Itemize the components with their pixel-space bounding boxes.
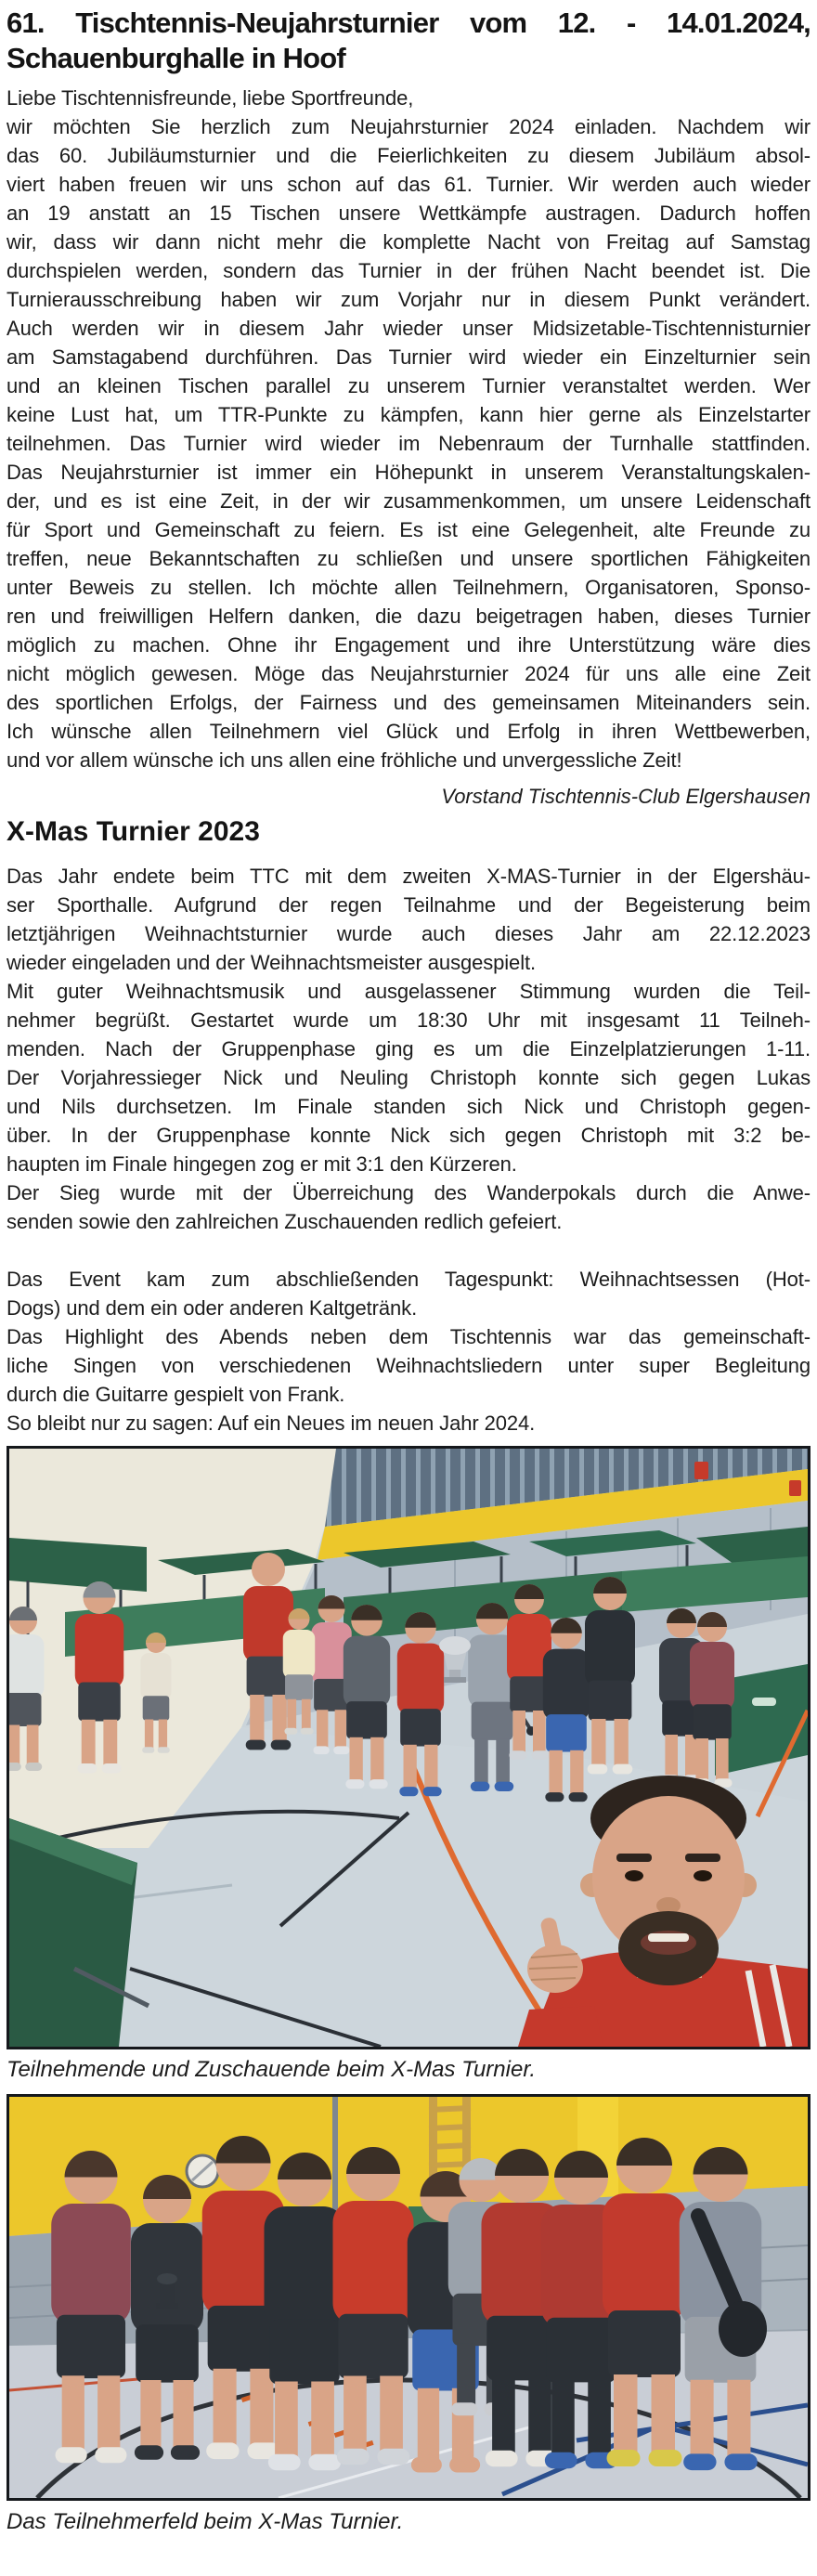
article-heading-line1: 61. Tischtennis-Neujahrsturnier vom 12. - 14.01.2024, — [6, 7, 811, 39]
text-line: treffen, neue Bekanntschaften zu schließen und unsere sportlichen Fähigkeiten — [6, 547, 811, 570]
text-line: und Nils durchsetzen. Im Finale standen sich Nick und Christoph gegen- — [6, 1095, 811, 1118]
text-line: wir, dass wir dann nicht mehr die komplette Nacht von Freitag auf Samstag — [6, 230, 811, 254]
text-line: liche Singen von verschiedenen Weihnachtsliedern unter super Begleitung — [6, 1354, 811, 1377]
text-line: und vor allem wünsche ich uns allen eine fröhliche und unvergessliche Zeit! — [6, 748, 682, 772]
newspaper-page — [0, 6, 817, 2536]
text-line: der, und es ist eine Zeit, in der wir zusammenkommen, um unsere Leidenschaft — [6, 489, 811, 513]
text-line: Das Jahr endete beim TTC mit dem zweiten X-MAS-Turnier in der Elgershäu- — [6, 865, 811, 888]
text-line: durchspielen werden, sondern das Turnier in der frühen Nacht beendet ist. Die — [6, 259, 811, 282]
text-line: durch die Guitarre gespielt von Frank. — [6, 1383, 345, 1406]
text-line: Das Neujahrsturnier ist immer ein Höhepunkt in unserem Veranstaltungskalen- — [6, 461, 811, 484]
text-line: möglich zu machen. Ohne ihr Engagement und ihre Unterstützung wäre dies — [6, 633, 811, 657]
text-line: wieder eingeladen und der Weihnachtsmeister ausgespielt. — [6, 951, 537, 974]
text-line: an 19 anstatt an 15 Tischen unsere Wettkämpfe austragen. Dadurch hoffen — [6, 202, 811, 225]
photo1-caption: Teilnehmende und Zuschauende beim X-Mas Turnier. — [6, 2057, 537, 2082]
text-line: Das Event kam zum abschließenden Tagespunkt: Weihnachtsessen (Hot- — [6, 1268, 811, 1291]
text-line: Dogs) und dem ein oder anderen Kaltgetränk. — [6, 1296, 418, 1320]
article-heading — [6, 6, 811, 76]
text-line: Liebe Tischtennisfreunde, liebe Sportfreunde, — [6, 86, 414, 110]
text-line: Das Highlight des Abends neben dem Tischtennis war das gemeinschaft- — [6, 1325, 811, 1348]
text-line: ser Sporthalle. Aufgrund der regen Teilnahme und der Begeisterung beim — [6, 893, 811, 917]
text-line: nicht möglich gewesen. Möge das Neujahrsturnier 2024 für uns alle eine Zeit — [6, 662, 811, 685]
red-wall-sign — [694, 1462, 708, 1479]
text-line: So bleibt nur zu sagen: Auf ein Neues im neuen Jahr 2024. — [6, 1412, 536, 1435]
text-line: teilnehmen. Das Turnier wird wieder im Nebenraum der Turnhalle stattfinden. — [6, 432, 811, 455]
text-line: keine Lust hat, um TTR-Punkte zu kämpfen, kann hier gerne als Einzelstarter — [6, 403, 811, 426]
text-line: des sportlichen Erfolgs, der Fairness und des gemeinsamen Miteinanders sein. — [6, 691, 811, 714]
text-line: letztjährigen Weihnachtsturnier wurde auch dieses Jahr am 22.12.2023 — [6, 922, 811, 945]
text-line: haupten im Finale hingegen zog er mit 3:1 den Kürzeren. — [6, 1152, 517, 1176]
photo-xmas-group-selfie-image — [9, 1449, 808, 2047]
text-line: ren und freiwilligen Helfern danken, die dazu beigetragen haben, dieses Turnier — [6, 605, 811, 628]
signature-line: Vorstand Tischtennis-Club Elgershausen — [441, 785, 811, 808]
text-line: Turnierausschreibung haben wir zum Vorjahr nur in diesem Punkt verändert. — [6, 288, 811, 311]
intro-paragraphs — [6, 84, 811, 774]
text-line: Auch werden wir in diesem Jahr wieder unser Midsizetable-Tischtennisturnier — [6, 317, 811, 340]
text-line: viert haben freuen wir uns schon auf das 61. Turnier. Wir werden auch wieder — [6, 173, 811, 196]
photo-xmas-lineup-image — [9, 2097, 808, 2498]
text-line — [6, 1236, 811, 1265]
text-line: senden sowie den zahlreichen Zuschauenden redlich gefeiert. — [6, 1210, 563, 1233]
text-line: für Sport und Gemeinschaft zu feiern. Es ist eine Gelegenheit, alte Freunde zu — [6, 518, 811, 541]
text-line: unter Beweis zu stellen. Ich möchte allen Teilnehmern, Organisatoren, Sponso- — [6, 576, 811, 599]
section-paragraphs — [6, 862, 811, 1438]
text-line: nehmer begrüßt. Gestartet wurde um 18:30 Uhr mit insgesamt 11 Teilneh- — [6, 1008, 811, 1032]
text-line: Der Vorjahressieger Nick und Neuling Christoph konnte sich gegen Lukas — [6, 1066, 811, 1089]
text-line: und an kleinen Tischen parallel zu unserem Turnier veranstaltet werden. Wer — [6, 374, 811, 397]
text-line: Mit guter Weihnachtsmusik und ausgelassener Stimmung wurden die Teil- — [6, 980, 811, 1003]
text-line: über. In der Gruppenphase konnte Nick sich gegen Christoph mit 3:2 be- — [6, 1124, 811, 1147]
wall-pole — [332, 2097, 338, 2223]
text-line: menden. Nach der Gruppenphase ging es um die Einzelplatzierungen 1-11. — [6, 1037, 811, 1060]
photo-xmas-group-selfie — [6, 1446, 811, 2049]
section-heading: X-Mas Turnier 2023 — [6, 816, 260, 847]
photo-xmas-lineup — [6, 2094, 811, 2501]
text-line: das 60. Jubiläumsturnier und die Feierlichkeiten zu diesem Jubiläum absol- — [6, 144, 811, 167]
text-line: Der Sieg wurde mit der Überreichung des Wanderpokals durch die Anwe- — [6, 1181, 811, 1204]
red-wall-sign — [789, 1480, 801, 1496]
text-line: wir möchten Sie herzlich zum Neujahrsturnier 2024 einladen. Nachdem wir — [6, 115, 811, 138]
article-heading-line2: Schauenburghalle in Hoof — [6, 42, 345, 74]
text-line: am Samstagabend durchführen. Das Turnier wird wieder ein Einzelturnier sein — [6, 345, 811, 369]
text-line: Ich wünsche allen Teilnehmern viel Glück und Erfolg in ihren Wettbewerben, — [6, 720, 811, 743]
photo2-caption: Das Teilnehmerfeld beim X-Mas Turnier. — [6, 2509, 404, 2534]
